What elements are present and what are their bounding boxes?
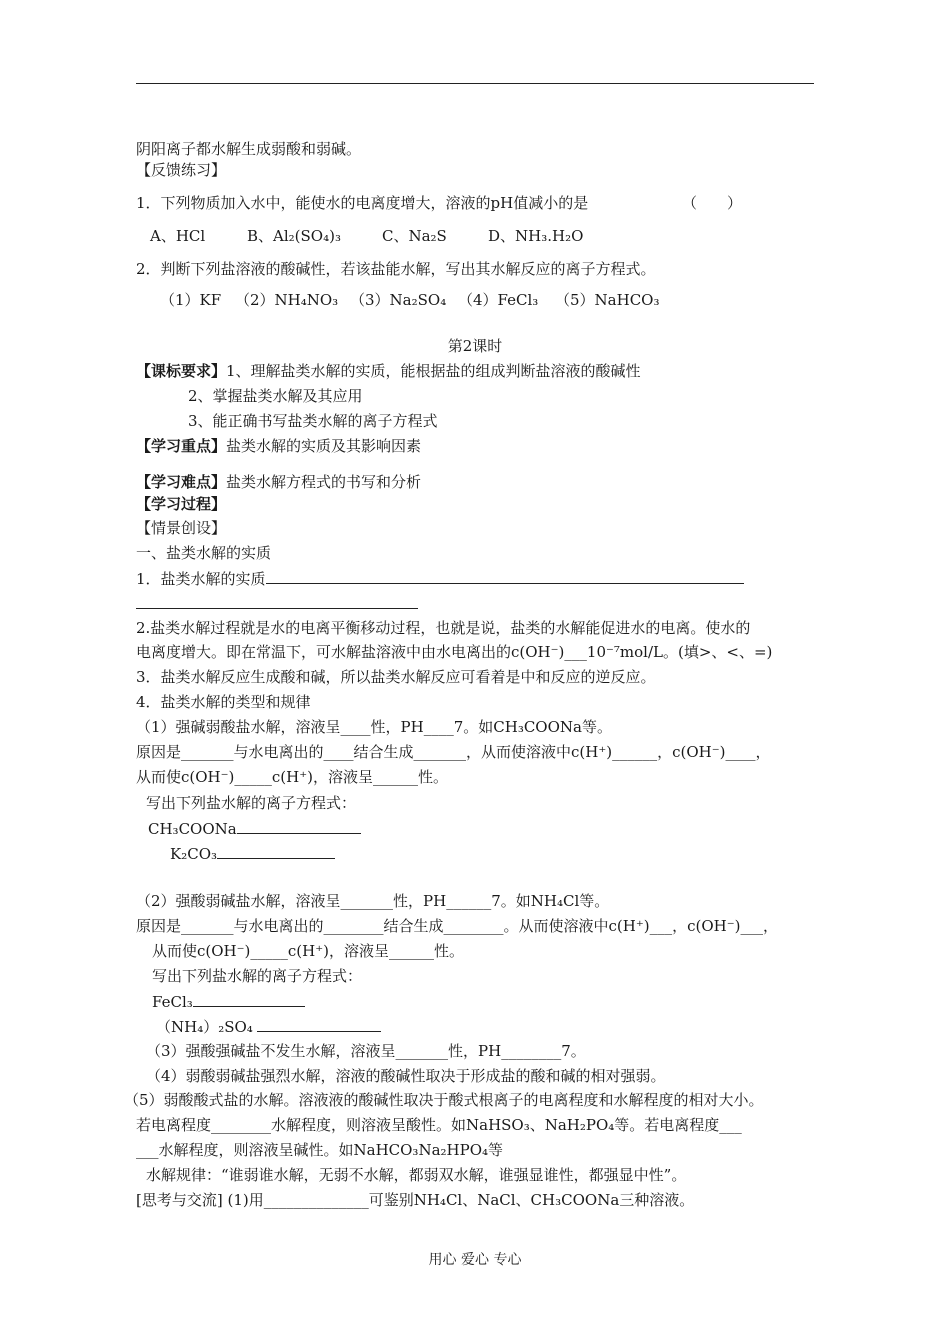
point-2-line-2: 电离度增大。即在常温下，可水解盐溶液中由水电离出的c(OH⁻)___10⁻⁷mol/L。(填>、<、=) — [136, 643, 773, 661]
case-2-equation-2: （NH₄）₂SO₄ — [156, 1018, 253, 1036]
hydrolysis-rule: 水解规律：“谁弱谁水解，无弱不水解，都弱双水解，谁强显谁性，都强显中性”。 — [146, 1166, 687, 1184]
case-2-line-2: 原因是_______与水电离出的________结合生成________。从而使溶液中c(H⁺)___，c(OH⁻)___， — [136, 917, 779, 935]
answer-blank — [266, 568, 744, 584]
question-1-option-b: B、Al₂(SO₄)₃ — [247, 227, 341, 245]
curriculum-requirement-3: 3、能正确书写盐类水解的离子方程式 — [188, 412, 438, 430]
case-1-equation-2: K₂CO₃ — [170, 845, 218, 863]
feedback-heading: 【反馈练习】 — [136, 161, 227, 179]
case-5-line-1: （5）弱酸酸式盐的水解。溶液液的酸碱性取决于酸式根离子的电离程度和水解程度的相对大小。 — [124, 1091, 764, 1109]
study-difficulty-text: 盐类水解方程式的书写和分析 — [226, 473, 422, 491]
study-focus-text: 盐类水解的实质及其影响因素 — [226, 437, 422, 455]
section-1-title: 一、盐类水解的实质 — [136, 544, 272, 562]
lesson-title: 第2课时 — [447, 337, 503, 355]
case-2-write-prompt: 写出下列盐水解的离子方程式： — [152, 967, 363, 985]
question-1-option-d: D、NH₃.H₂O — [488, 227, 584, 245]
point-1-label: 1．盐类水解的实质 — [136, 570, 266, 588]
case-1-line-3: 从而使c(OH⁻)_____c(H⁺)，溶液呈______性。 — [136, 768, 449, 786]
case-4: （4）弱酸弱碱盐强烈水解，溶液的酸碱性取决于形成盐的酸和碱的相对强弱。 — [146, 1067, 666, 1085]
case-2-line-1: （2）强酸弱碱盐水解，溶液呈_______性，PH______7。如NH₄Cl等。 — [136, 892, 610, 910]
curriculum-requirement-label: 【课标要求】 — [136, 362, 227, 380]
curriculum-requirement-1: 1、理解盐类水解的实质，能根据盐的组成判断盐溶液的酸碱性 — [226, 362, 641, 380]
think-and-discuss: [思考与交流] (1)用______________可鉴别NH₄Cl、NaCl、CH₃COONa三种溶液。 — [136, 1191, 695, 1209]
case-5-line-2: 若电离程度________水解程度，则溶液呈酸性。如NaHSO₃、NaH₂PO₄等。若电离程度___ — [136, 1116, 742, 1134]
question-2-stem: 2．判断下列盐溶液的酸碱性，若该盐能水解，写出其水解反应的离子方程式。 — [136, 260, 656, 278]
answer-blank — [257, 1016, 381, 1032]
case-2-line-3: 从而使c(OH⁻)_____c(H⁺)，溶液呈______性。 — [152, 942, 465, 960]
case-3: （3）强酸强碱盐不发生水解，溶液呈_______性，PH________7。 — [146, 1042, 586, 1060]
question-2-item: （5）NaHCO₃ — [555, 291, 660, 309]
header-rule — [136, 83, 814, 84]
study-process-label: 【学习过程】 — [136, 495, 227, 513]
case-1-line-1: （1）强碱弱酸盐水解，溶液呈____性，PH____7。如CH₃COONa等。 — [136, 718, 612, 736]
answer-blank — [193, 991, 305, 1007]
answer-blank — [237, 818, 361, 834]
point-4: 4．盐类水解的类型和规律 — [136, 693, 311, 711]
answer-blank — [217, 843, 335, 859]
point-2-line-1: 2.盐类水解过程就是水的电离平衡移动过程，也就是说，盐类的水解能促进水的电离。使水的 — [136, 619, 751, 637]
study-focus-label: 【学习重点】 — [136, 437, 227, 455]
curriculum-requirement-2: 2、掌握盐类水解及其应用 — [188, 387, 363, 405]
answer-blank — [136, 593, 418, 609]
page-footer: 用心 爱心 专心 — [428, 1252, 522, 1268]
question-1-option-c: C、Na₂S — [382, 227, 447, 245]
question-2-item: （2）NH₄NO₃ — [235, 291, 339, 309]
question-2-item: （3）Na₂SO₄ — [350, 291, 447, 309]
case-5-line-3: ___水解程度，则溶液呈碱性。如NaHCO₃Na₂HPO₄等 — [136, 1141, 504, 1159]
case-1-write-prompt: 写出下列盐水解的离子方程式： — [146, 794, 357, 812]
point-3: 3．盐类水解反应生成酸和碱，所以盐类水解反应可看着是中和反应的逆反应。 — [136, 668, 656, 686]
study-difficulty-label: 【学习难点】 — [136, 473, 227, 491]
question-1-option-a: A、HCl — [150, 227, 206, 245]
case-1-line-2: 原因是_______与水电离出的____结合生成_______，从而使溶液中c(H⁺)______，c(OH⁻)____， — [136, 743, 771, 761]
question-2-item: （1）KF — [160, 291, 222, 309]
question-1-blank: （ ） — [682, 194, 743, 212]
scene-heading: 【情景创设】 — [136, 519, 227, 537]
question-1-stem: 1．下列物质加入水中，能使水的电离度增大，溶液的pH值减小的是 — [136, 194, 589, 212]
intro-text: 阴阳离子都水解生成弱酸和弱碱。 — [136, 140, 362, 158]
question-2-item: （4）FeCl₃ — [458, 291, 539, 309]
case-1-equation-1: CH₃COONa — [148, 820, 237, 838]
case-2-equation-1: FeCl₃ — [152, 993, 193, 1011]
